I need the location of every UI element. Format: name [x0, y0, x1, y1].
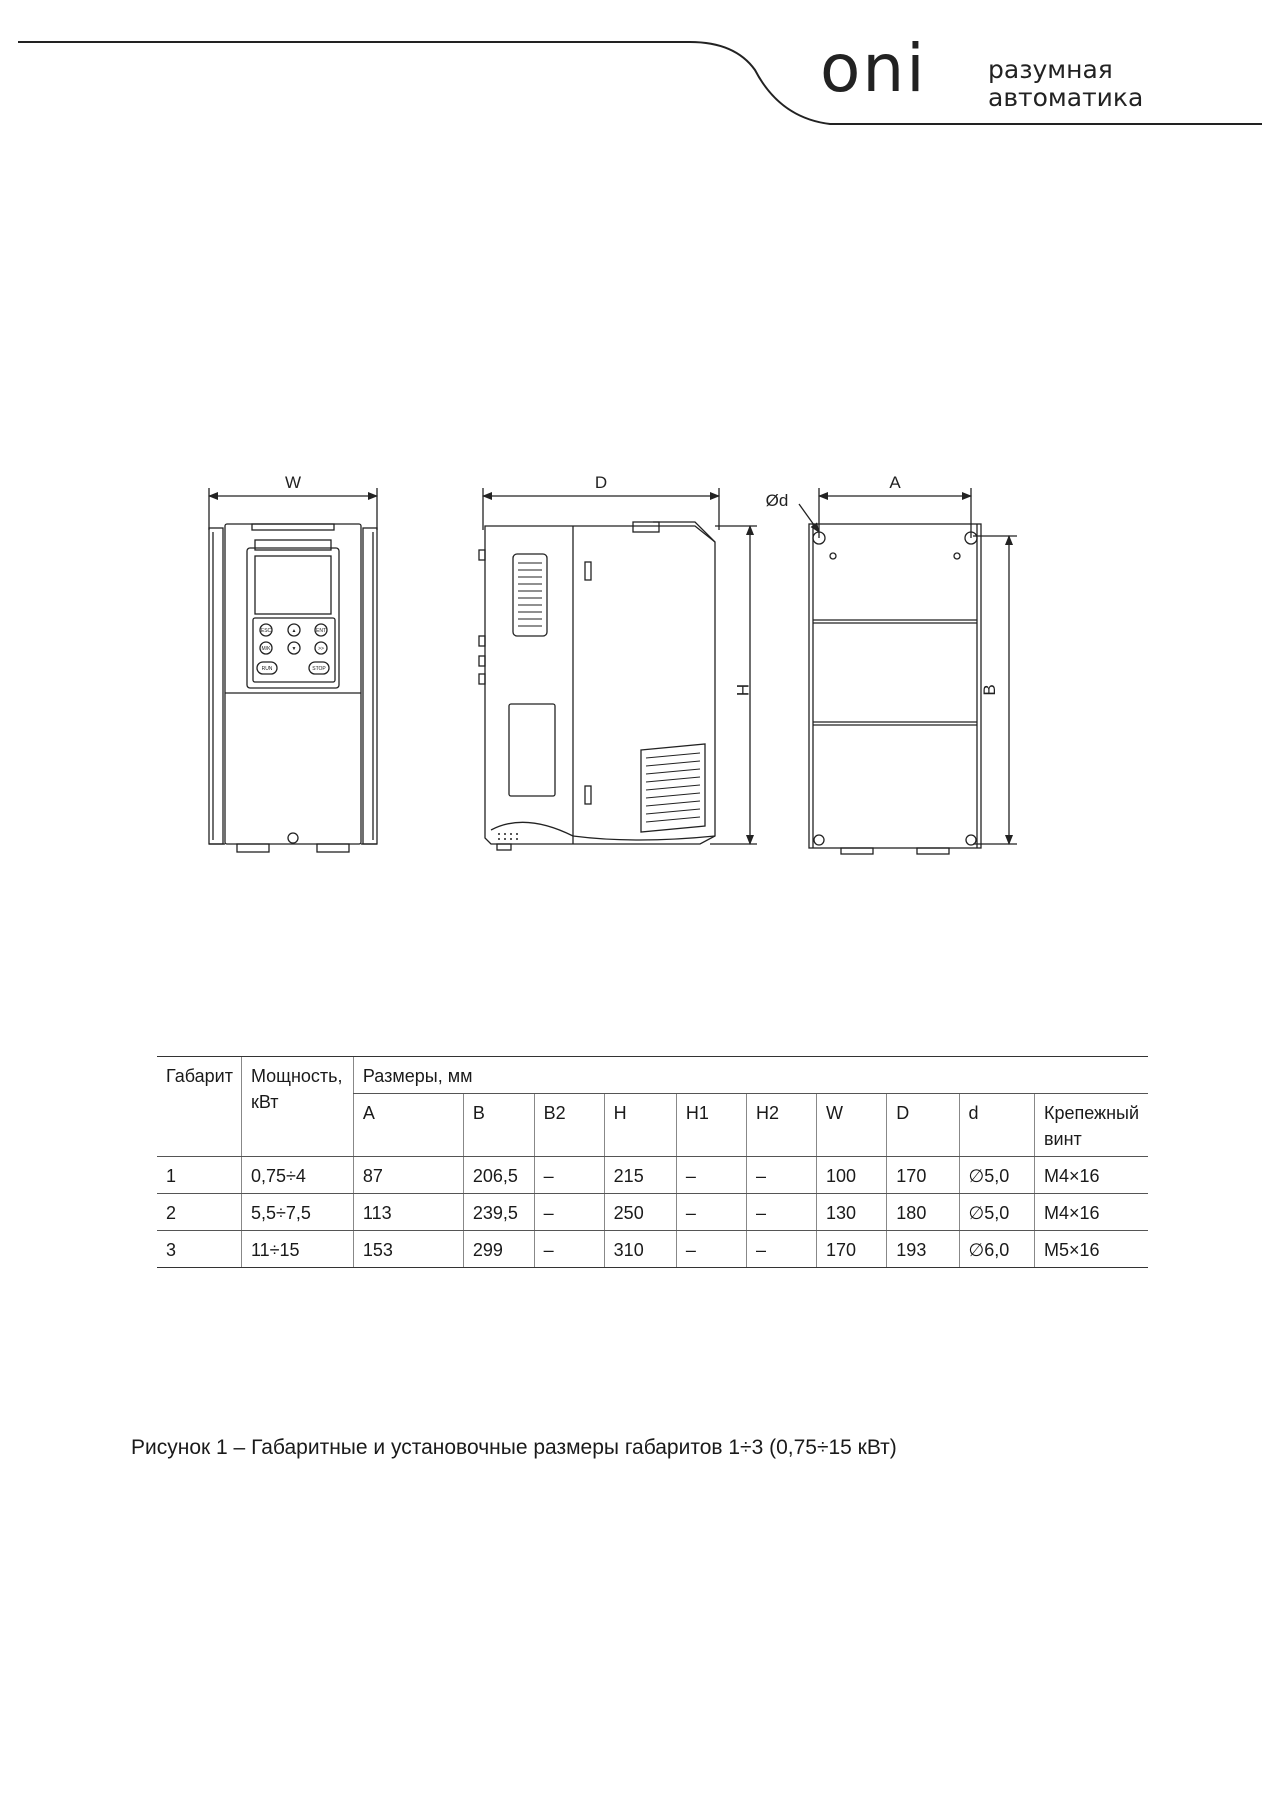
cell-b: 206,5	[463, 1157, 534, 1194]
cell-h2: –	[746, 1157, 816, 1194]
cell-d: 170	[887, 1157, 959, 1194]
cell-b2: –	[534, 1231, 604, 1268]
label-od: Ød	[765, 491, 789, 510]
subheader-diam: d	[959, 1094, 1034, 1157]
cell-h: 215	[604, 1157, 676, 1194]
dimensions-table	[157, 1056, 1148, 1268]
side-view	[479, 488, 757, 850]
cell-w: 170	[817, 1231, 887, 1268]
subheader-h2: H2	[746, 1094, 816, 1157]
key-mk: M/K	[261, 646, 271, 652]
front-view	[209, 488, 377, 852]
key-stop: STOP	[312, 666, 326, 672]
rear-view	[799, 488, 1017, 854]
cell-w: 130	[817, 1194, 887, 1231]
cell-d: 193	[887, 1231, 959, 1268]
cell-diam: ∅5,0	[959, 1157, 1034, 1194]
cell-h2: –	[746, 1231, 816, 1268]
cell-gabarit: 2	[157, 1194, 241, 1231]
cell-diam: ∅6,0	[959, 1231, 1034, 1268]
cell-d: 180	[887, 1194, 959, 1231]
key-down: ▼	[291, 646, 297, 652]
header-gabarit: Габарит	[157, 1057, 241, 1157]
cell-h1: –	[676, 1231, 746, 1268]
label-b: B	[980, 684, 999, 696]
cell-a: 87	[353, 1157, 463, 1194]
subheader-b: B	[463, 1094, 534, 1157]
cell-gabarit: 1	[157, 1157, 241, 1194]
subheader-w: W	[817, 1094, 887, 1157]
dimension-drawing	[195, 460, 1055, 870]
table-row	[157, 1231, 1148, 1268]
cell-power: 0,75÷4	[241, 1157, 353, 1194]
brand-tagline-line1: разумная	[988, 55, 1113, 84]
subheader-a: A	[353, 1094, 463, 1157]
brand-tagline	[988, 56, 1143, 112]
subheader-screw: Крепежный винт	[1034, 1094, 1148, 1157]
cell-h: 250	[604, 1194, 676, 1231]
cell-b: 239,5	[463, 1194, 534, 1231]
cell-power: 5,5÷7,5	[241, 1194, 353, 1231]
header-sizes: Размеры, мм	[353, 1057, 1148, 1094]
cell-h2: –	[746, 1194, 816, 1231]
cell-w: 100	[817, 1157, 887, 1194]
header-power: Мощность, кВт	[241, 1057, 353, 1157]
brand-tagline-line2: автоматика	[988, 83, 1144, 112]
cell-h1: –	[676, 1157, 746, 1194]
label-a: A	[889, 473, 901, 492]
subheader-d: D	[887, 1094, 959, 1157]
cell-b2: –	[534, 1194, 604, 1231]
cell-screw: M4×16	[1034, 1194, 1148, 1231]
cell-gabarit: 3	[157, 1231, 241, 1268]
table-header-row	[157, 1057, 1148, 1094]
cell-power: 11÷15	[241, 1231, 353, 1268]
table-row	[157, 1157, 1148, 1194]
key-run: RUN	[261, 666, 273, 672]
subheader-b2: B2	[534, 1094, 604, 1157]
key-shift: >>	[318, 646, 324, 652]
table-row	[157, 1194, 1148, 1231]
label-d: D	[594, 473, 608, 492]
label-w: W	[284, 473, 302, 492]
subheader-h1: H1	[676, 1094, 746, 1157]
key-up: ▲	[291, 628, 297, 634]
subheader-h: H	[604, 1094, 676, 1157]
cell-b: 299	[463, 1231, 534, 1268]
cell-b2: –	[534, 1157, 604, 1194]
cell-screw: M4×16	[1034, 1157, 1148, 1194]
key-esc: ESC	[260, 628, 272, 634]
cell-screw: M5×16	[1034, 1231, 1148, 1268]
cell-diam: ∅5,0	[959, 1194, 1034, 1231]
cell-a: 153	[353, 1231, 463, 1268]
key-ent: ENT	[316, 628, 326, 634]
figure-caption: Рисунок 1 – Габаритные и установочные размеры габаритов 1÷3 (0,75÷15 кВт)	[131, 1436, 897, 1459]
brand-logo: oni	[820, 30, 927, 107]
cell-h1: –	[676, 1194, 746, 1231]
cell-h: 310	[604, 1231, 676, 1268]
cell-a: 113	[353, 1194, 463, 1231]
label-h: H	[733, 683, 752, 697]
